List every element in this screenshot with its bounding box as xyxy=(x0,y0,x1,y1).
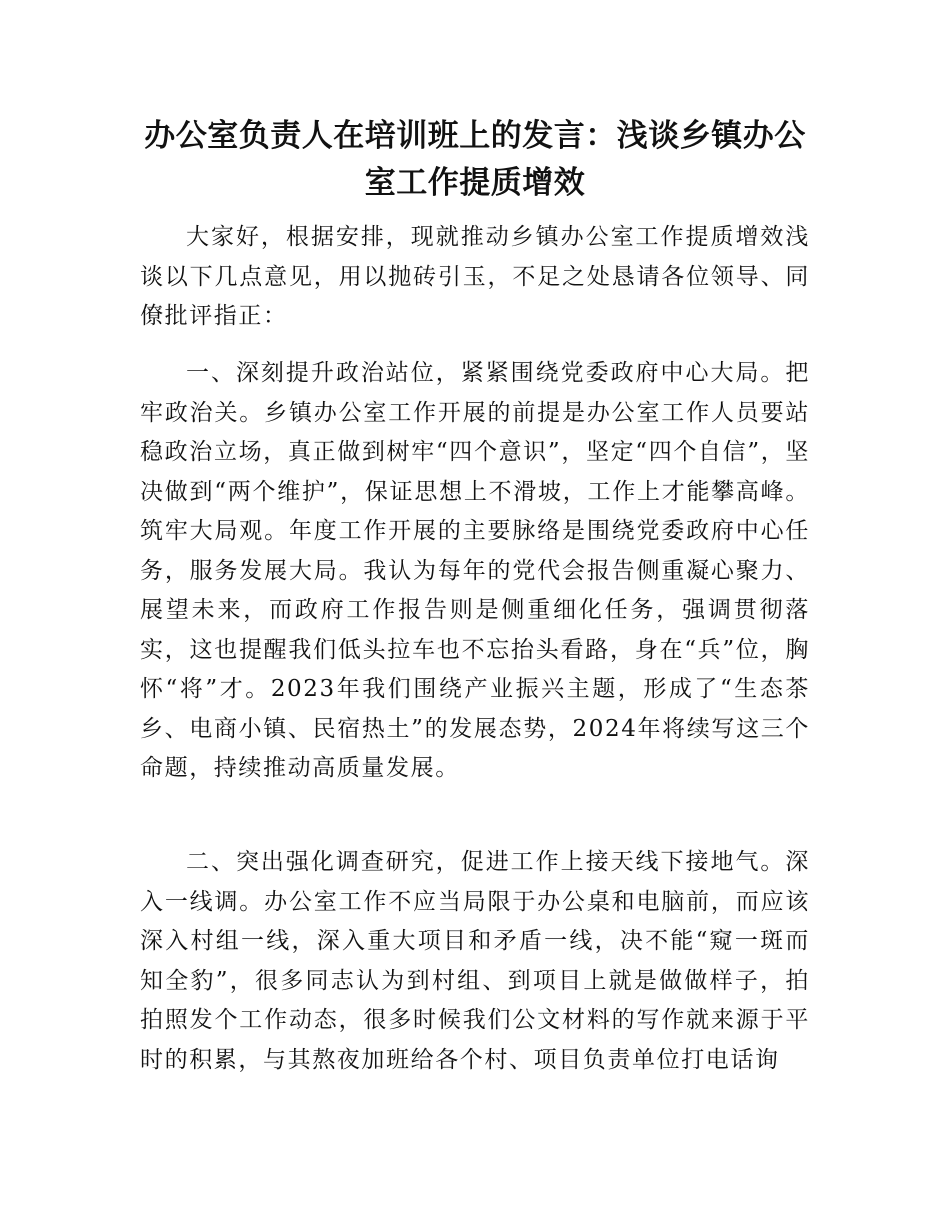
paragraph-intro: 大家好，根据安排，现就推动乡镇办公室工作提质增效浅谈以下几点意见，用以抛砖引玉，不足之处恳请各位领导、同僚批评指正： xyxy=(140,224,810,329)
document-title: 办公室负责人在培训班上的发言：浅谈乡镇办公室工作提质增效 xyxy=(144,118,806,201)
paragraph-section-1: 一、深刻提升政治站位，紧紧围绕党委政府中心大局。把牢政治关。乡镇办公室工作开展的前提是办公室工作人员要站稳政治立场，真正做到树牢“四个意识”，坚定“四个自信”，坚决做到“两个维护”，保证思想上不滑坡，工作上才能攀高峰。筑牢大局观。年度工作开展的主要脉络是围绕党委政府中心任务，服务发展大局。我认为每年的党代会报告侧重凝心聚力、展望未来，而政府工作报告则是侧重细化任务，强调贯彻落实，这也提醒我们低头拉车也不忘抬头看路，身在“兵”位，胸怀“将”才。2023年我们围绕产业振兴主题，形成了“生态茶乡、电商小镇、民宿热土”的发展态势，2024年将续写这三个命题，持续推动高质量发展。 xyxy=(140,360,810,781)
paragraph-section-2: 二、突出强化调查研究，促进工作上接天线下接地气。深入一线调。办公室工作不应当局限于办公桌和电脑前，而应该深入村组一线，深入重大项目和矛盾一线，决不能“窥一斑而知全豹”，很多同志认为到村组、到项目上就是做做样子，拍拍照发个工作动态，很多时候我们公文材料的写作就来源于平时的积累，与其熬夜加班给各个村、项目负责单位打电话询 xyxy=(140,849,810,1073)
